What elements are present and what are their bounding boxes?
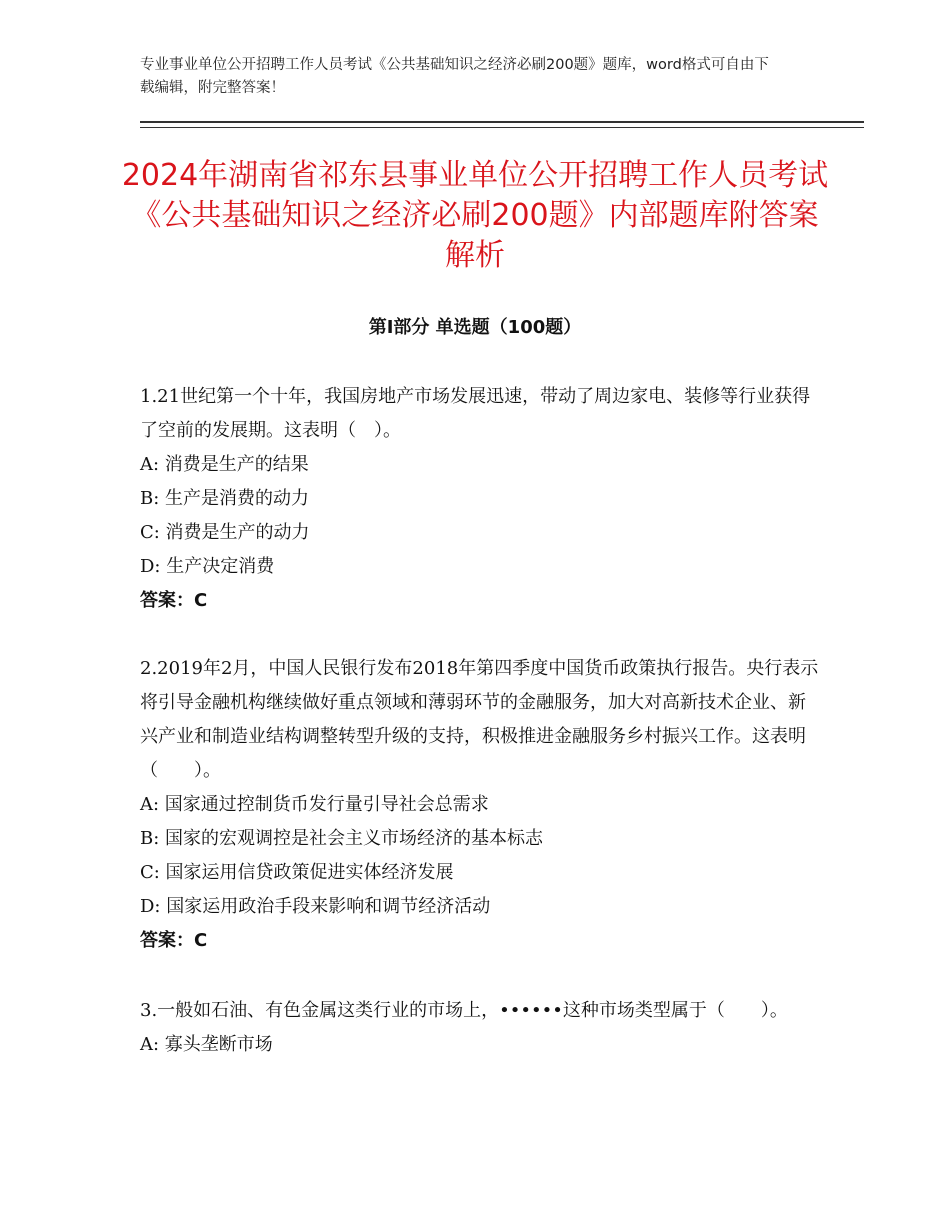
header-rule-thick — [140, 121, 864, 123]
option-d: D: 生产决定消费 — [140, 556, 275, 577]
answer-label: 答案：C — [140, 590, 208, 611]
document-title: 2024年湖南省祁东县事业单位公开招聘工作人员考试《公共基础知识之经济必刷200题》内部题库附答案解析 — [121, 158, 829, 273]
section-heading: 第Ⅰ部分 单选题（100题） — [368, 317, 582, 338]
option-a: A: 国家通过控制货币发行量引导社会总需求 — [140, 794, 489, 815]
answer-label: 答案：C — [140, 930, 208, 951]
option-a: A: 寡头垄断市场 — [140, 1034, 273, 1055]
header-rule-thin — [140, 127, 864, 128]
option-d: D: 国家运用政治手段来影响和调节经济活动 — [140, 896, 491, 917]
option-a: A: 消费是生产的结果 — [140, 454, 309, 475]
header-note: 专业事业单位公开招聘工作人员考试《公共基础知识之经济必刷200题》题库，word格式可自由下载编辑，附完整答案！ — [140, 57, 769, 96]
question-stem: 3.一般如石油、有色金属这类行业的市场上，••••••这种市场类型属于（ ）。 — [140, 1000, 788, 1021]
question-1 — [140, 380, 820, 618]
option-c: C: 国家运用信贷政策促进实体经济发展 — [140, 862, 454, 883]
option-c: C: 消费是生产的动力 — [140, 522, 310, 543]
option-b: B: 生产是消费的动力 — [140, 488, 310, 509]
option-b: B: 国家的宏观调控是社会主义市场经济的基本标志 — [140, 828, 544, 849]
question-stem: 1.21世纪第一个十年，我国房地产市场发展迅速，带动了周边家电、装修等行业获得了空前的发展期。这表明（ ）。 — [140, 386, 811, 441]
question-stem: 2.2019年2月，中国人民银行发布2018年第四季度中国货币政策执行报告。央行表示将引导金融机构继续做好重点领域和薄弱环节的金融服务，加大对高新技术企业、新兴产业和制造业结构调整转型升级的支持，积极推进金融服务乡村振兴工作。这表明（ ）。 — [140, 658, 819, 781]
question-2 — [140, 652, 820, 958]
question-3 — [140, 994, 820, 1062]
